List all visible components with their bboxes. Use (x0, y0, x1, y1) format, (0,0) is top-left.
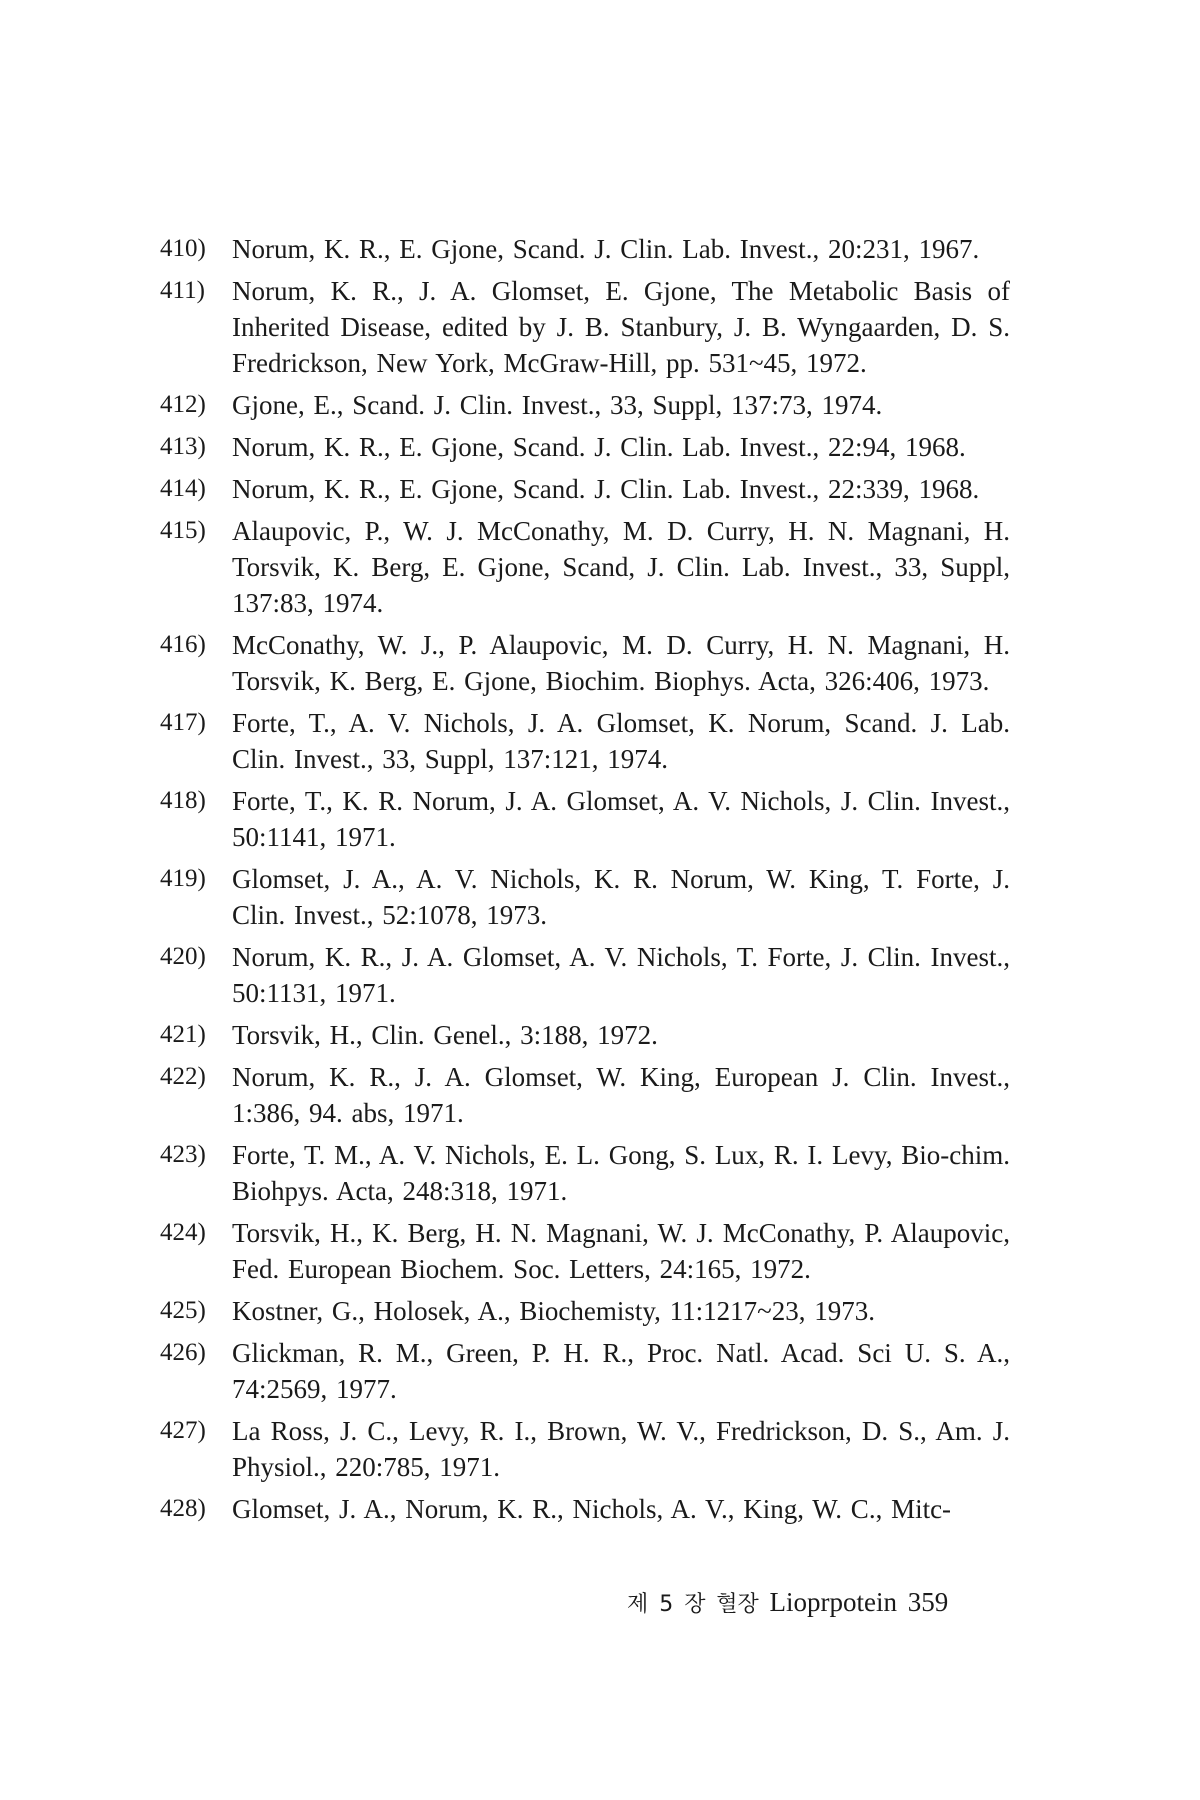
reference-number: 423) (160, 1141, 206, 1168)
reference-number: 420) (160, 943, 206, 970)
reference-item (160, 1137, 1010, 1209)
reference-text: Norum, K. R., E. Gjone, Scand. J. Clin. Lab. Invest., 22:339, 1968. (232, 474, 980, 504)
reference-item (160, 1335, 1010, 1407)
page-number: 359 (907, 1587, 949, 1617)
reference-item (160, 705, 1010, 777)
reference-item (160, 1413, 1010, 1485)
reference-text: Glomset, J. A., A. V. Nichols, K. R. Norum, W. King, T. Forte, J. Clin. Invest., 52:1078, 1973. (232, 864, 1010, 930)
reference-number: 411) (160, 277, 205, 304)
reference-text: Kostner, G., Holosek, A., Biochemisty, 11:1217~23, 1973. (232, 1296, 875, 1326)
reference-text: Norum, K. R., J. A. Glomset, A. V. Nichols, T. Forte, J. Clin. Invest., 50:1131, 1971. (232, 942, 1010, 1008)
reference-item (160, 783, 1010, 855)
reference-text: Forte, T., K. R. Norum, J. A. Glomset, A. V. Nichols, J. Clin. Invest., 50:1141, 1971. (232, 786, 1010, 852)
reference-text: Glickman, R. M., Green, P. H. R., Proc. Natl. Acad. Sci U. S. A., 74:2569, 1977. (232, 1338, 1010, 1404)
chapter-label: 제 5 장 (627, 1592, 706, 1617)
reference-text: Torsvik, H., Clin. Genel., 3:188, 1972. (232, 1020, 658, 1050)
reference-text: Norum, K. R., J. A. Glomset, E. Gjone, The Metabolic Basis of Inherited Disease, edited by J. B. Stanbury, J. B. Wyngaarden, D. S. Fredrickson, New York, McGraw-Hill, pp. 531~45, 1972. (232, 276, 1010, 378)
reference-number: 418) (160, 787, 206, 814)
reference-item (160, 1017, 1010, 1053)
running-title: Lioprpotein (769, 1587, 897, 1617)
reference-number: 422) (160, 1063, 206, 1090)
reference-text: Forte, T., A. V. Nichols, J. A. Glomset, K. Norum, Scand. J. Lab. Clin. Invest., 33, Suppl, 137:121, 1974. (232, 708, 1010, 774)
page-footer (627, 1587, 948, 1618)
reference-text: McConathy, W. J., P. Alaupovic, M. D. Curry, H. N. Magnani, H. Torsvik, K. Berg, E. Gjone, Biochim. Biophys. Acta, 326:406, 1973. (232, 630, 1010, 696)
reference-text: Norum, K. R., E. Gjone, Scand. J. Clin. Lab. Invest., 22:94, 1968. (232, 432, 966, 462)
reference-text: Forte, T. M., A. V. Nichols, E. L. Gong, S. Lux, R. I. Levy, Bio-chim. Biohpys. Acta, 248:318, 1971. (232, 1140, 1010, 1206)
reference-item (160, 939, 1010, 1011)
reference-list (160, 231, 1010, 1533)
reference-number: 426) (160, 1339, 206, 1366)
reference-number: 412) (160, 391, 206, 418)
reference-text: Glomset, J. A., Norum, K. R., Nichols, A. V., King, W. C., Mitc- (232, 1494, 952, 1524)
reference-number: 425) (160, 1297, 206, 1324)
reference-item (160, 1491, 1010, 1527)
reference-number: 428) (160, 1495, 206, 1522)
reference-item (160, 513, 1010, 621)
reference-item (160, 387, 1010, 423)
reference-item (160, 471, 1010, 507)
reference-number: 421) (160, 1021, 206, 1048)
reference-item (160, 627, 1010, 699)
reference-item (160, 429, 1010, 465)
reference-number: 417) (160, 709, 206, 736)
reference-text: Norum, K. R., J. A. Glomset, W. King, European J. Clin. Invest., 1:386, 94. abs, 1971. (232, 1062, 1010, 1128)
reference-item (160, 1059, 1010, 1131)
reference-text: La Ross, J. C., Levy, R. I., Brown, W. V., Fredrickson, D. S., Am. J. Physiol., 220:785, 1971. (232, 1416, 1010, 1482)
reference-number: 424) (160, 1219, 206, 1246)
reference-text: Norum, K. R., E. Gjone, Scand. J. Clin. Lab. Invest., 20:231, 1967. (232, 234, 980, 264)
reference-number: 413) (160, 433, 206, 460)
reference-text: Torsvik, H., K. Berg, H. N. Magnani, W. J. McConathy, P. Alaupovic, Fed. European Biochem. Soc. Letters, 24:165, 1972. (232, 1218, 1010, 1284)
reference-text: Gjone, E., Scand. J. Clin. Invest., 33, Suppl, 137:73, 1974. (232, 390, 883, 420)
reference-item (160, 273, 1010, 381)
reference-item (160, 1215, 1010, 1287)
section-label: 혈장 (716, 1592, 759, 1617)
reference-number: 416) (160, 631, 206, 658)
reference-text: Alaupovic, P., W. J. McConathy, M. D. Curry, H. N. Magnani, H. Torsvik, K. Berg, E. Gjone, Scand, J. Clin. Lab. Invest., 33, Suppl, 137:83, 1974. (232, 516, 1010, 618)
reference-item (160, 231, 1010, 267)
reference-number: 427) (160, 1417, 206, 1444)
reference-number: 414) (160, 475, 206, 502)
reference-number: 410) (160, 235, 206, 262)
reference-item (160, 1293, 1010, 1329)
reference-item (160, 861, 1010, 933)
reference-number: 415) (160, 517, 206, 544)
reference-number: 419) (160, 865, 206, 892)
